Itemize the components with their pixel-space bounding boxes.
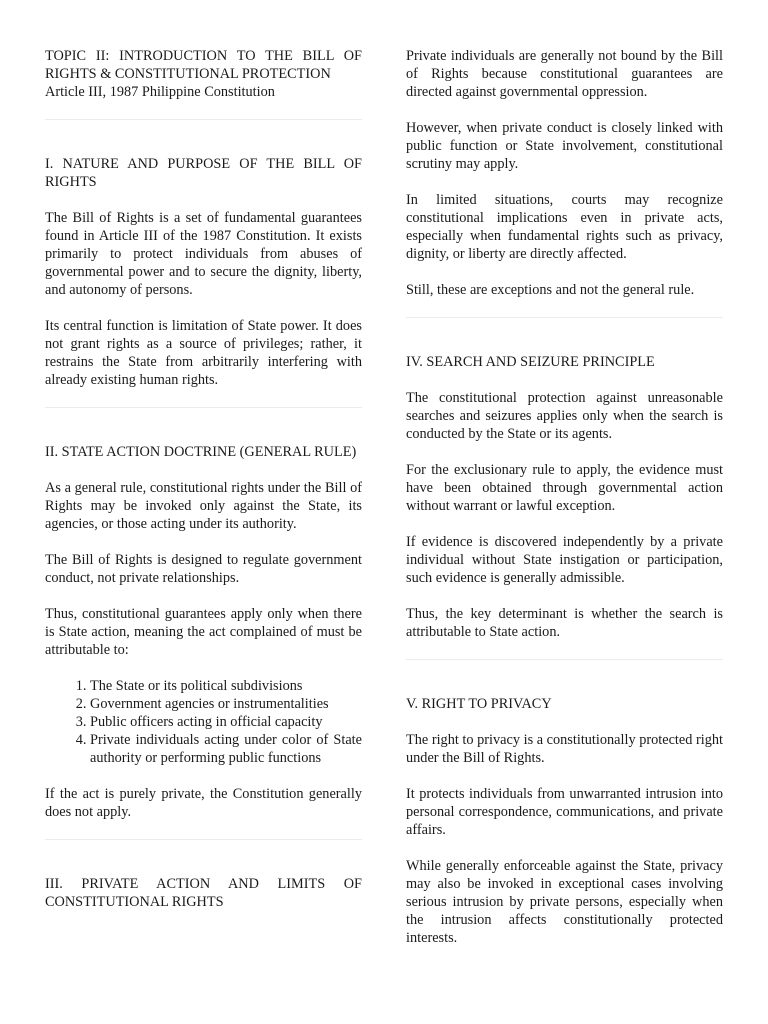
paragraph: The Bill of Rights is a set of fundamental guarantees found in Article III of the 1987 Constitution. It exists primarily to protect individuals from abuses of governmental power and to secure the dignity, liberty, and autonomy of persons. <box>45 210 362 298</box>
right-column <box>406 47 723 965</box>
paragraph: The Bill of Rights is designed to regulate government conduct, not private relationships. <box>45 552 362 586</box>
paragraph: In limited situations, courts may recognize constitutional implications even in private acts, especially when fundamental rights such as privacy, dignity, or liberty are directly affected. <box>406 192 723 262</box>
paragraph: If the act is purely private, the Constitution generally does not apply. <box>45 786 362 820</box>
document-title <box>45 47 362 101</box>
paragraph: However, when private conduct is closely linked with public function or State involvement, constitutional scrutiny may apply. <box>406 120 723 172</box>
paragraph: If evidence is discovered independently by a private individual without State instigation or participation, such evidence is generally admissible. <box>406 534 723 586</box>
section-heading-3: III. PRIVATE ACTION AND LIMITS OF CONSTITUTIONAL RIGHTS <box>45 876 362 910</box>
section-divider <box>406 317 723 318</box>
paragraph: Still, these are exceptions and not the general rule. <box>406 282 695 298</box>
paragraph: For the exclusionary rule to apply, the evidence must have been obtained through governmental action without warrant or lawful exception. <box>406 462 723 514</box>
paragraph: While generally enforceable against the State, privacy may also be invoked in exceptional cases involving serious intrusion by private persons, especially when the intrusion affects constitutionally protected interests. <box>406 858 723 946</box>
paragraph: Its central function is limitation of State power. It does not grant rights as a source of privileges; rather, it restrains the State from arbitrarily interfering with already existing human rights. <box>45 318 362 388</box>
section-divider <box>45 119 362 120</box>
paragraph: The constitutional protection against unreasonable searches and seizures applies only when the search is conducted by the State or its agents. <box>406 390 723 442</box>
paragraph: As a general rule, constitutional rights under the Bill of Rights may be invoked only against the State, its agencies, or those acting under its authority. <box>45 480 362 532</box>
list-item: 3. Public officers acting in official capacity <box>90 713 362 731</box>
section-divider <box>45 407 362 408</box>
title-line: TOPIC II: INTRODUCTION TO THE BILL OF RIGHTS & CONSTITUTIONAL PROTECTION <box>45 48 362 82</box>
state-action-list <box>45 677 362 767</box>
section-heading-5: V. RIGHT TO PRIVACY <box>406 696 552 712</box>
paragraph: Thus, constitutional guarantees apply only when there is State action, meaning the act complained of must be attributable to: <box>45 606 362 658</box>
left-column <box>45 47 362 929</box>
section-heading-1: I. NATURE AND PURPOSE OF THE BILL OF RIGHTS <box>45 156 362 190</box>
list-item: 2. Government agencies or instrumentalities <box>90 695 362 713</box>
section-divider <box>45 839 362 840</box>
list-item: 1. The State or its political subdivisions <box>90 677 362 695</box>
paragraph: The right to privacy is a constitutionally protected right under the Bill of Rights. <box>406 732 723 766</box>
section-heading-2: II. STATE ACTION DOCTRINE (GENERAL RULE) <box>45 444 357 460</box>
paragraph: It protects individuals from unwarranted intrusion into personal correspondence, communications, and private affairs. <box>406 786 723 838</box>
list-item: 4. Private individuals acting under color of State authority or performing public functions <box>90 731 362 767</box>
paragraph: Private individuals are generally not bound by the Bill of Rights because constitutional guarantees are directed against governmental oppression. <box>406 48 723 100</box>
section-divider <box>406 659 723 660</box>
section-heading-4: IV. SEARCH AND SEIZURE PRINCIPLE <box>406 354 655 370</box>
paragraph: Thus, the key determinant is whether the search is attributable to State action. <box>406 606 723 640</box>
subtitle-line: Article III, 1987 Philippine Constitution <box>45 84 275 100</box>
